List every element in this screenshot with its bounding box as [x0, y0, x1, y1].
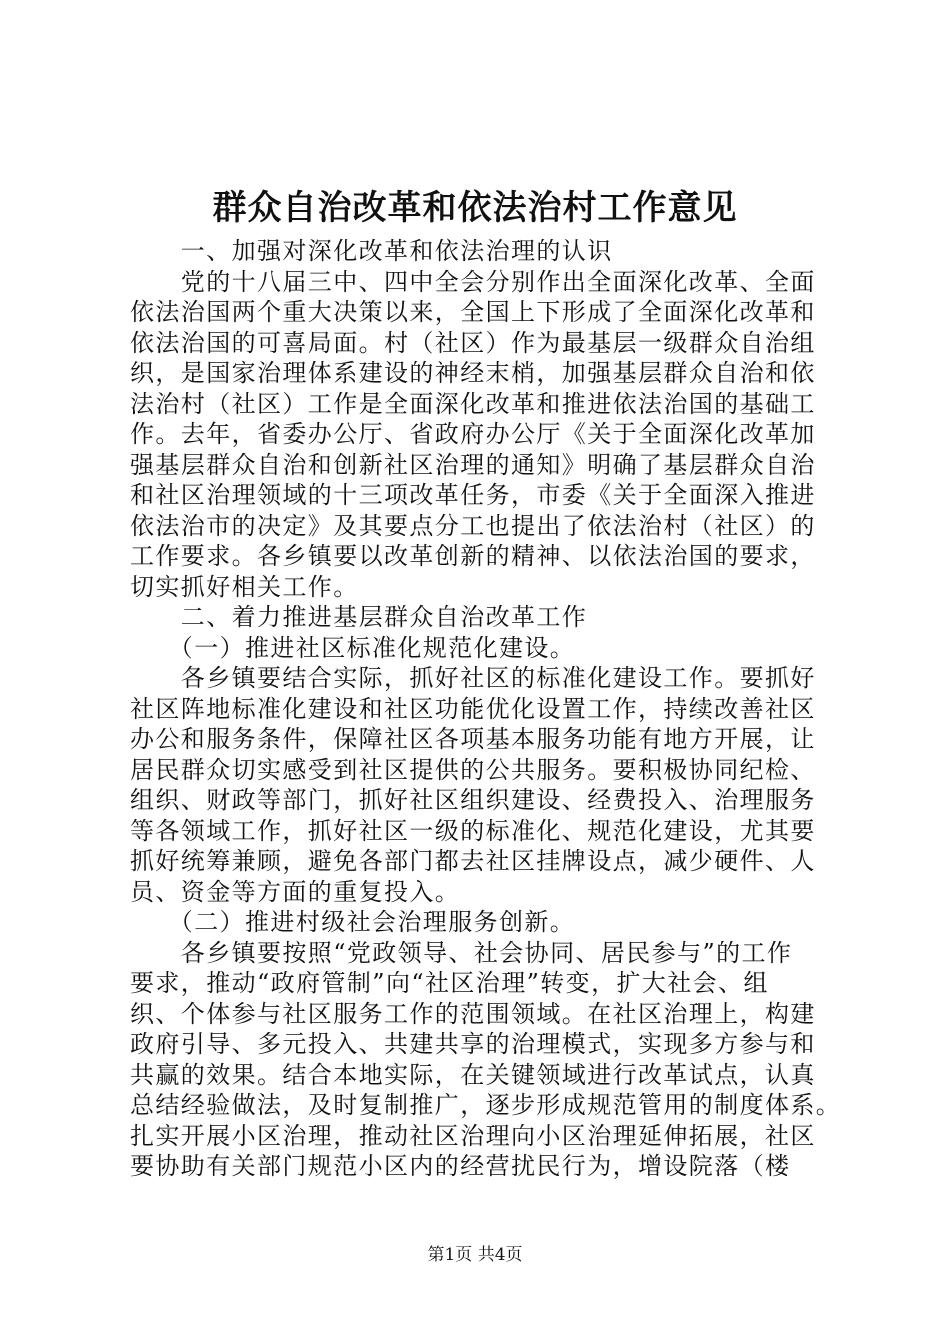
- body-line: 员、资金等方面的重复投入。: [130, 877, 461, 906]
- body-line: 共赢的效果。结合本地实际，在关键领域进行改革试点，认真: [130, 1060, 816, 1089]
- body-line: 作。去年，省委办公厅、省政府办公厅《关于全面深化改革加: [130, 420, 816, 448]
- body-line: 依法治国的可喜局面。村（社区）作为最基层一级群众自治组: [130, 328, 816, 357]
- body-line: 各乡镇要结合实际，抓好社区的标准化建设工作。要抓好: [130, 664, 816, 692]
- body-line: 政府引导、多元投入、共建共享的治理模式，实现多方参与和: [130, 1030, 816, 1058]
- body-line: 工作要求。各乡镇要以改革创新的精神、以依法治国的要求，: [130, 542, 816, 570]
- body-line: 办公和服务条件，保障社区各项基本服务功能有地方开展，让: [130, 725, 816, 753]
- body-line: 依法治市的决定》及其要点分工也提出了依法治村（社区）的: [130, 511, 816, 540]
- document-title: 群众自治改革和依法治村工作意见: [212, 188, 738, 228]
- body-line: 总结经验做法，及时复制推广，逐步形成规范管用的制度体系。: [130, 1091, 842, 1119]
- body-line: （二）推进村级社会治理服务创新。: [130, 908, 576, 936]
- body-line: 二、着力推进基层群众自治改革工作: [130, 603, 588, 631]
- body-line: 党的十八届三中、四中全会分别作出全面深化改革、全面: [130, 267, 816, 296]
- body-line: 社区阵地标准化建设和社区功能优化设置工作，持续改善社区: [130, 694, 816, 723]
- body-line: 扎实开展小区治理，推动社区治理向小区治理延伸拓展，社区: [130, 1121, 816, 1150]
- body-line: 一、加强对深化改革和依法治理的认识: [130, 237, 613, 265]
- body-line: 切实抓好相关工作。: [130, 572, 359, 601]
- body-line: 依法治国两个重大决策以来，全国上下形成了全面深化改革和: [130, 298, 816, 326]
- body-line: （一）推进社区标准化规范化建设。: [130, 633, 576, 662]
- body-line: 要协助有关部门规范小区内的经营扰民行为，增设院落（楼: [130, 1152, 791, 1180]
- page-footer: 第1页 共4页: [427, 1245, 523, 1265]
- body-line: 织，是国家治理体系建设的神经末梢，加强基层群众自治和依: [130, 359, 816, 387]
- body-line: 强基层群众自治和创新社区治理的通知》明确了基层群众自治: [130, 450, 816, 479]
- body-line: 居民群众切实感受到社区提供的公共服务。要积极协同纪检、: [130, 755, 816, 784]
- body-line: 和社区治理领域的十三项改革任务，市委《关于全面深入推进: [130, 481, 816, 509]
- body-line: 织、个体参与社区服务工作的范围领域。在社区治理上，构建: [130, 999, 816, 1028]
- body-line: 抓好统筹兼顾，避免各部门都去社区挂牌设点，减少硬件、人: [130, 847, 816, 875]
- body-line: 等各领域工作，抓好社区一级的标准化、规范化建设，尤其要: [130, 816, 816, 845]
- body-line: 法治村（社区）工作是全面深化改革和推进依法治国的基础工: [130, 389, 816, 418]
- body-line: 要求，推动“政府管制”向“社区治理”转变，扩大社会、组: [130, 969, 769, 997]
- body-line: 各乡镇要按照“党政领导、社会协同、居民参与”的工作: [130, 938, 793, 967]
- document-body: [130, 236, 842, 1182]
- body-line: 组织、财政等部门，抓好社区组织建设、经费投入、治理服务: [130, 786, 816, 814]
